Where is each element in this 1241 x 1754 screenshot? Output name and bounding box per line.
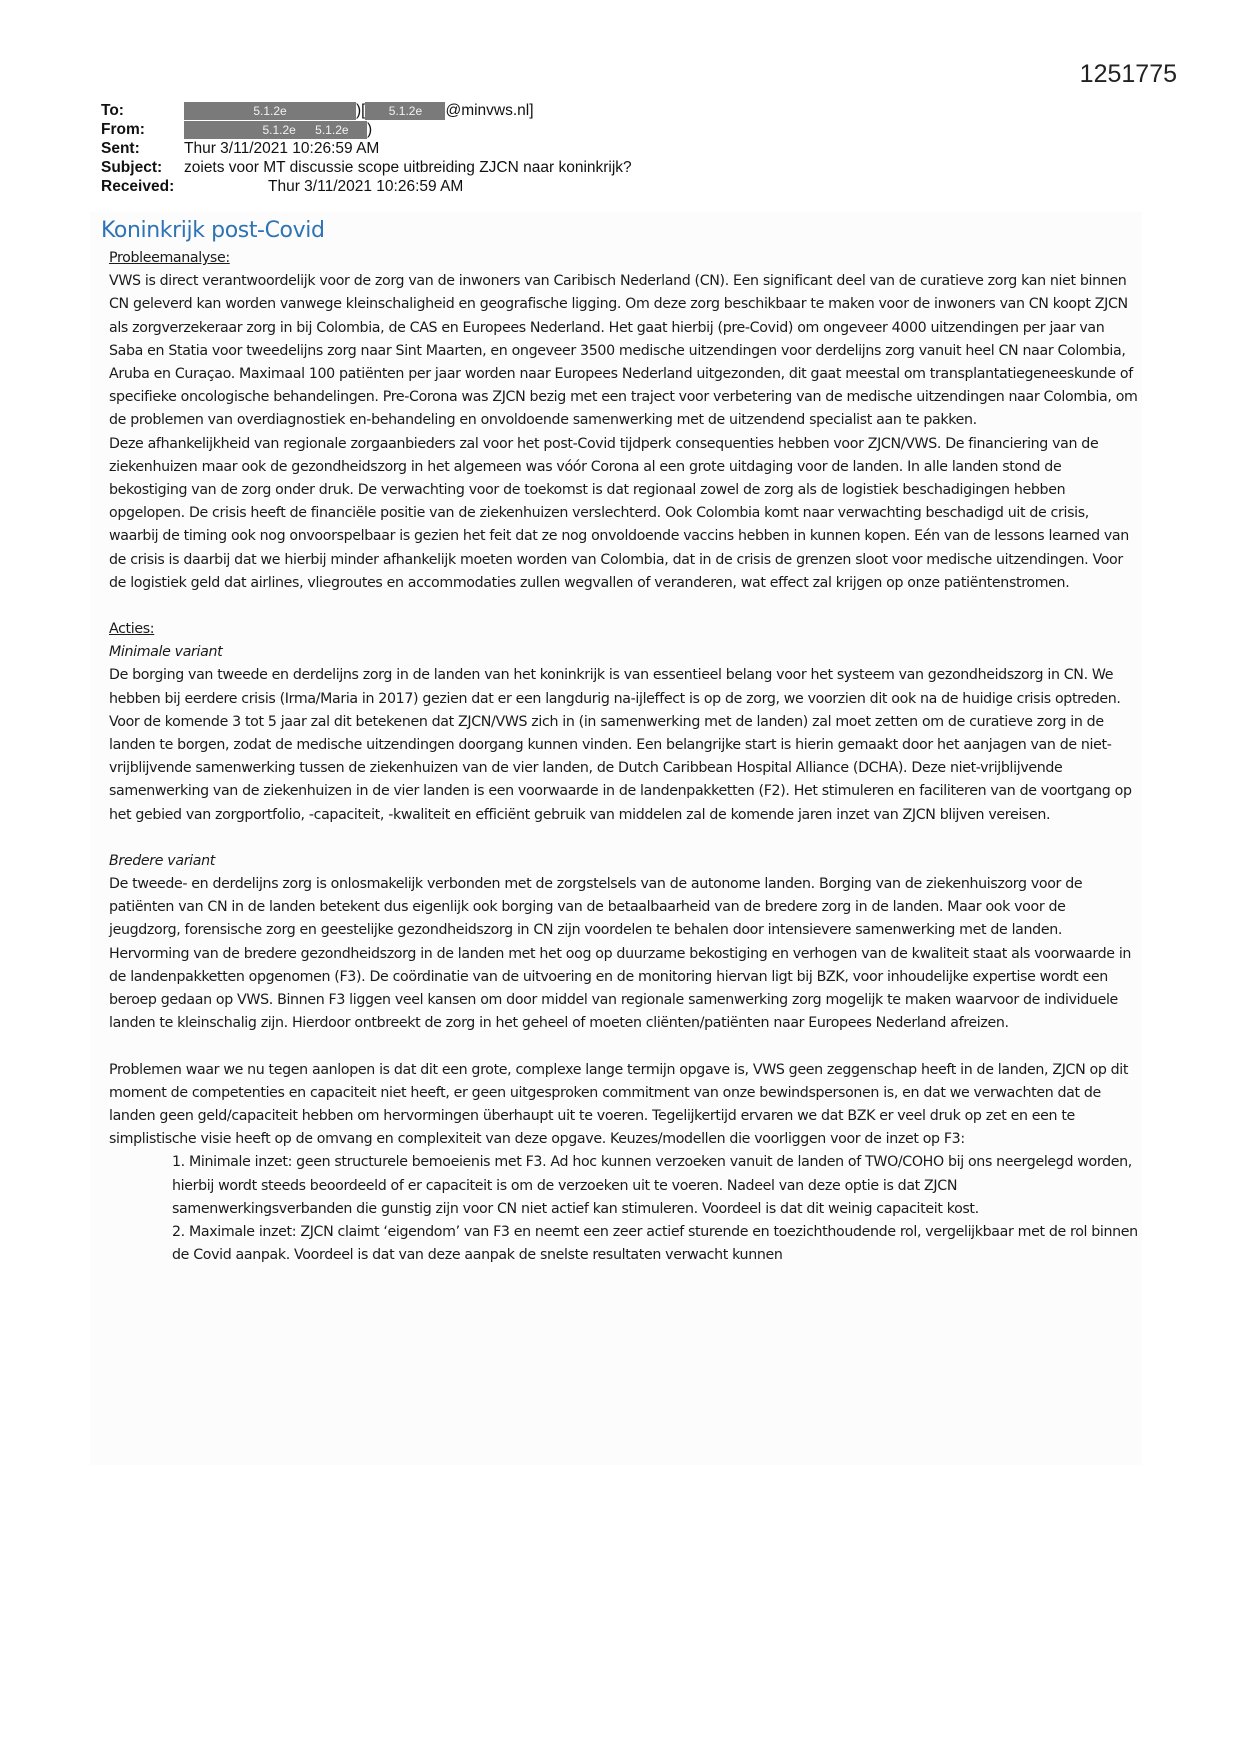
redaction-code: 5.1.2e [315, 122, 349, 137]
subject-value: zoiets voor MT discussie scope uitbreiding ZJCN naar koninkrijk? [184, 159, 632, 176]
received-value: Thur 3/11/2021 10:26:59 AM [268, 178, 464, 195]
document-title: Koninkrijk post-Covid [101, 218, 325, 243]
email-body [109, 247, 1139, 1267]
to-value [184, 101, 534, 120]
redaction-box: 5.1.2e [184, 102, 356, 120]
option-item-2: 2. Maximale inzet: ZJCN claimt ‘eigendom’ van F3 en neemt een zeer actief sturende en toezichthoudende rol, vergelijkbaar met de rol binnen de Covid aanpak. Voordeel is dat van deze aanpak de snelste resultaten verwacht kunnen [172, 1223, 1138, 1264]
to-domain: @minvws.nl] [445, 102, 534, 119]
from-label: From: [101, 121, 145, 138]
subheading-bredere-variant: Bredere variant [109, 852, 215, 869]
section-heading-acties: Acties: [109, 621, 155, 638]
subject-label: Subject: [101, 159, 163, 176]
received-row [101, 177, 1001, 196]
subject-row [101, 158, 1001, 177]
sent-value: Thur 3/11/2021 10:26:59 AM [184, 140, 380, 157]
redaction-code: 5.1.2e [262, 122, 296, 137]
to-separator: )[ [356, 102, 366, 119]
paragraph-probleemanalyse-2: Deze afhankelijkheid van regionale zorgaanbieders zal voor het post-Covid tijdperk consequenties hebben voor ZJCN/VWS. De financiering van de ziekenhuizen maar ook de gezondheidszorg in het algemeen was vóór Corona al een grote uitdaging voor de landen. In alle landen stond de bekostiging van de zorg onder druk. De verwachting voor de toekomst is dat regionaal zowel de zorg als de logistiek beschadigingen hebben opgelopen. De crisis heeft de financiële positie van de ziekenhuizen verslechterd. Ook Colombia komt naar verwachting beschadigd uit de crisis, waarbij de timing ook nog onvoorspelbaar is gezien het feit dat ze nog onvoldoende vaccins hebben in kunnen kopen. Eén van de lessons learned van de crisis is daarbij dat we hierbij minder afhankelijk moeten worden van Colombia, dat in de crisis de grenzen sloot voor medische uitzendingen. Voor de logistiek geld dat airlines, vliegroutes en accommodaties zullen wegvallen of veranderen, wat effect zal krijgen op onze patiëntenstromen. [109, 435, 1129, 591]
from-row [101, 120, 1001, 139]
to-label: To: [101, 102, 124, 119]
redaction-box [184, 121, 367, 139]
to-row [101, 101, 1001, 120]
paragraph-minimale-variant: De borging van tweede en derdelijns zorg in de landen van het koninkrijk is van essentieel belang voor het systeem van gezondheidszorg in CN. We hebben bij eerdere crisis (Irma/Maria in 2017) gezien dat er een langdurig na-ijleffect is op de zorg, we voorzien dit ook na de huidige crisis optreden. Voor de komende 3 tot 5 jaar zal dit betekenen dat ZJCN/VWS zich in (in samenwerking met de landen) zal moet zetten om de curatieve zorg in de landen te borgen, zodat de medische uitzendingen doorgang kunnen vinden. Een belangrijke start is hierin gemaakt door het aanjagen van de niet-vrijblijvende samenwerking tussen de ziekenhuizen van de vier landen, de Dutch Caribbean Hospital Alliance (DCHA). Deze niet-vrijblijvende samenwerking van de ziekenhuizen in de vier landen is een voorwaarde in de landenpakketten (F2). Het stimuleren en faciliteren van de voortgang op het gebied van zorgportfolio, -capaciteit, -kwaliteit en efficiënt gebruik van middelen zal de komende jaren inzet van ZJCN blijven vereisen. [109, 667, 1132, 823]
spacer [109, 827, 1139, 850]
sent-row [101, 139, 1001, 158]
email-header [101, 101, 1001, 196]
from-suffix: ) [367, 121, 373, 138]
option-item-1: 1. Minimale inzet: geen structurele bemoeienis met F3. Ad hoc kunnen verzoeken vanuit de landen of TWO/COHO bij ons neergelegd worden, hierbij wordt steeds beoordeeld of er capaciteit is om de verzoeken uit te voeren. Nadeel van deze optie is dat ZJCN samenwerkingsverbanden die gunstig zijn voor CN niet actief kan stimuleren. Voordeel is dat dit weinig capaciteit kost. [172, 1154, 1132, 1217]
document-id: 1251775 [1079, 60, 1177, 88]
from-value [184, 120, 372, 139]
paragraph-probleemanalyse-1: VWS is direct verantwoordelijk voor de zorg van de inwoners van Caribisch Nederland (CN). Een significant deel van de curatieve zorg kan niet binnen CN geleverd kan worden vanwege kleinschaligheid en geografische ligging. Om deze zorg beschikbaar te maken voor de inwoners van CN koopt ZJCN als zorgverzekeraar zorg in bij Colombia, de CAS en Europees Nederland. Het gaat hierbij (pre-Covid) om ongeveer 4000 uitzendingen per jaar van Saba en Statia voor tweedelijns zorg naar Sint Maarten, en ongeveer 3500 medische uitzendingen voor derdelijns zorg vanuit heel CN naar Colombia, Aruba en Curaçao. Maximaal 100 patiënten per jaar worden naar Europees Nederland uitgezonden, dit gaat meestal om transplantatiegeneeskunde of specifieke oncologische behandelingen. Pre-Corona was ZJCN bezig met een traject voor verbetering van de medische uitzendingen naar Colombia, om de problemen van overdiagnostiek en-behandeling en onvoldoende samenwerking met de uitzendend specialist aan te pakken. [109, 273, 1138, 429]
section-heading-probleemanalyse: Probleemanalyse: [109, 250, 230, 266]
paragraph-problemen: Problemen waar we nu tegen aanlopen is dat dit een grote, complexe lange termijn opgave is, VWS geen zeggenschap heeft in de landen, ZJCN op dit moment de competenties en capaciteit niet heeft, er geen uitgesproken commitment van onze bewindspersonen is, en dat we verwachten dat de landen geen geld/capaciteit hebben om hervormingen überhaupt uit te voeren. Tegelijkertijd ervaren we dat BZK er veel druk op zet en een te simplistische visie heeft op de omvang en complexiteit van deze opgave. Keuzes/modellen die voorliggen voor de inzet op F3: [109, 1061, 1129, 1148]
received-label: Received: [101, 178, 175, 195]
subheading-minimale-variant: Minimale variant [109, 644, 223, 661]
sent-label: Sent: [101, 140, 140, 157]
redaction-box: 5.1.2e [365, 102, 445, 120]
spacer [109, 595, 1139, 618]
paragraph-bredere-variant: De tweede- en derdelijns zorg is onlosmakelijk verbonden met de zorgstelsels van de autonome landen. Borging van de ziekenhuiszorg voor de patiënten van CN in de landen betekent dus eigenlijk ook borging van de betaalbaarheid van de bredere zorg in de landen. Maar ook voor de jeugdzorg, forensische zorg en geestelijke gezondheidszorg in CN zijn voordelen te behalen door intensievere samenwerking met de landen. Hervorming van de bredere gezondheidszorg in de landen met het oog op duurzame bekostiging en verhogen van de kwaliteit staat als voorwaarde in de landenpakketten opgenomen (F3). De coördinatie van de uitvoering en de monitoring hiervan ligt bij BZK, voor inhoudelijke expertise wordt een beroep gedaan op VWS. Binnen F3 liggen veel kansen om door middel van regionale samenwerking zorg mogelijk te maken waarvoor de individuele landen te kleinschalig zijn. Hierdoor ontbreekt de zorg in het geheel of moeten cliënten/patiënten naar Europees Nederland afreizen. [109, 876, 1132, 1032]
spacer [109, 1036, 1139, 1059]
